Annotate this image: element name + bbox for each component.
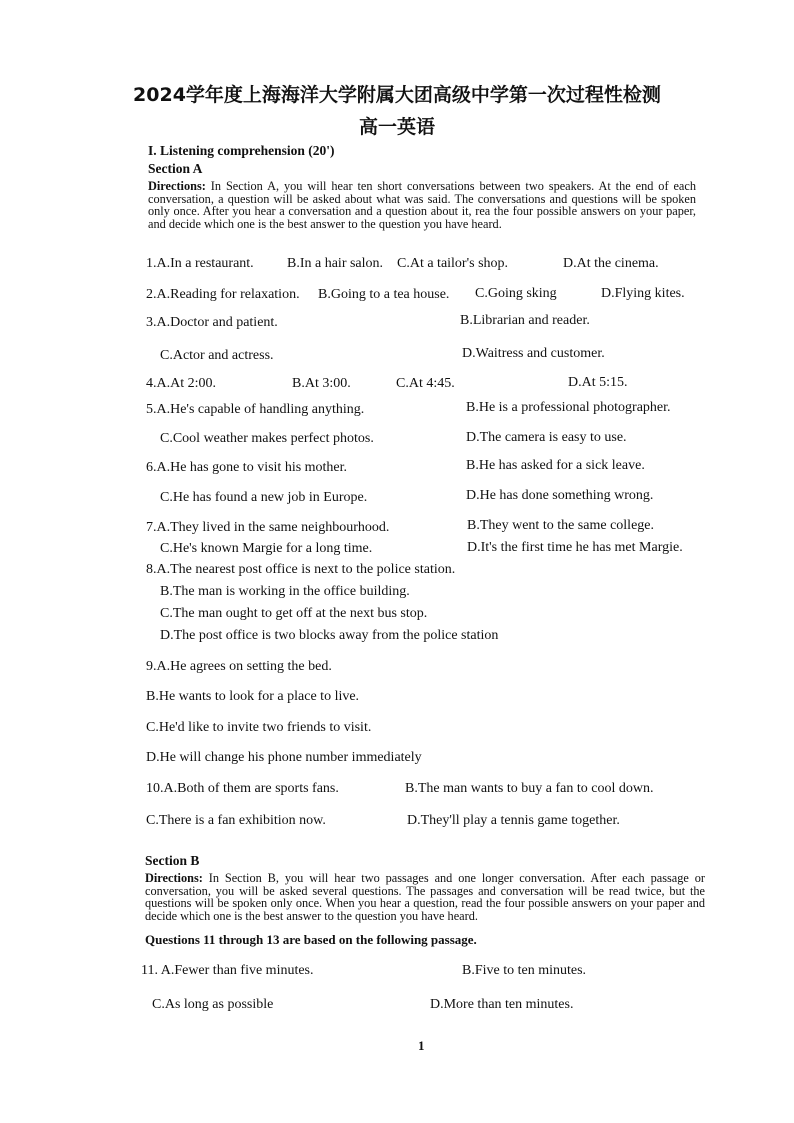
q7-option-b: B.They went to the same college.: [467, 518, 654, 533]
exam-subtitle: 高一英语: [358, 116, 435, 138]
q11-option-d: D.More than ten minutes.: [430, 997, 574, 1012]
q6-option-b: B.He has asked for a sick leave.: [466, 458, 645, 473]
q9-option-b: B.He wants to look for a place to live.: [146, 689, 360, 704]
q9-option-c: C.He'd like to invite two friends to visit.: [146, 720, 372, 735]
q2-option-a: 2.A.Reading for relaxation.: [146, 287, 300, 302]
directions-text: In Section B, you will hear two passages and one longer conversation. After each passage or conversation, you will be asked several questions. The passages and conversation will be read twice, but the questions will be spoken only once. When you hear a question, read the four possible answers on your paper and decide which one is the best answer to the question you have heard.: [145, 871, 705, 923]
q11-option-c: C.As long as possible: [152, 997, 274, 1012]
q5-option-c: C.Cool weather makes perfect photos.: [160, 431, 374, 446]
q8-option-b: B.The man is working in the office building.: [160, 584, 410, 599]
q10-option-a: 10.A.Both of them are sports fans.: [146, 781, 339, 796]
q7-option-a: 7.A.They lived in the same neighbourhood.: [146, 520, 390, 535]
q7-option-c: C.He's known Margie for a long time.: [160, 541, 373, 556]
q10-option-c: C.There is a fan exhibition now.: [146, 813, 326, 828]
q4-option-d: D.At 5:15.: [568, 375, 628, 390]
q4-option-a: 4.A.At 2:00.: [146, 376, 216, 391]
q9-option-d: D.He will change his phone number immediately: [146, 750, 422, 765]
q8-option-a: 8.A.The nearest post office is next to the police station.: [146, 562, 456, 577]
q5-option-b: B.He is a professional photographer.: [466, 400, 671, 415]
passage-note: Questions 11 through 13 are based on the following passage.: [145, 932, 477, 947]
q9-option-a: 9.A.He agrees on setting the bed.: [146, 659, 332, 674]
directions-text: In Section A, you will hear ten short conversations between two speakers. At the end of each conversation, a question will be asked about what was said. The conversations and questions will be spoken only once. After you hear a conversation and a question about it, rea the four possible answers on your paper, and decide which one is the best answer to the question you have heard.: [148, 179, 696, 231]
q4-option-b: B.At 3:00.: [292, 376, 351, 391]
section-a-label: Section A: [148, 161, 203, 176]
section-b-directions: [145, 872, 705, 922]
part-heading: I. Listening comprehension (20'): [148, 143, 335, 158]
q5-option-a: 5.A.He's capable of handling anything.: [146, 402, 365, 417]
q5-option-d: D.The camera is easy to use.: [466, 430, 627, 445]
q2-option-b: B.Going to a tea house.: [318, 287, 450, 302]
q7-option-d: D.It's the first time he has met Margie.: [467, 540, 683, 555]
q10-option-d: D.They'll play a tennis game together.: [407, 813, 620, 828]
q10-option-b: B.The man wants to buy a fan to cool down.: [405, 781, 654, 796]
q4-option-c: C.At 4:45.: [396, 376, 455, 391]
q1-option-b: B.In a hair salon.: [287, 256, 384, 271]
q11-option-b: B.Five to ten minutes.: [462, 963, 587, 978]
section-b-label: Section B: [145, 853, 200, 868]
q8-option-c: C.The man ought to get off at the next bus stop.: [160, 606, 428, 621]
q2-option-c: C.Going sking: [475, 286, 557, 301]
q3-option-b: B.Librarian and reader.: [460, 313, 590, 328]
q3-option-d: D.Waitress and customer.: [462, 346, 605, 361]
q6-option-c: C.He has found a new job in Europe.: [160, 490, 368, 505]
section-a-directions: [148, 180, 696, 230]
q6-option-d: D.He has done something wrong.: [466, 488, 654, 503]
q2-option-d: D.Flying kites.: [601, 286, 685, 301]
q1-option-a: 1.A.In a restaurant.: [146, 256, 254, 271]
q6-option-a: 6.A.He has gone to visit his mother.: [146, 460, 348, 475]
q3-option-a: 3.A.Doctor and patient.: [146, 315, 278, 330]
q11-option-a: 11. A.Fewer than five minutes.: [141, 963, 314, 978]
q8-option-d: D.The post office is two blocks away from the police station: [160, 628, 499, 643]
q3-option-c: C.Actor and actress.: [160, 348, 274, 363]
q1-option-c: C.At a tailor's shop.: [397, 256, 509, 271]
page-number: 1: [418, 1038, 425, 1053]
directions-label: Directions:: [148, 179, 206, 193]
q1-option-d: D.At the cinema.: [563, 256, 659, 271]
directions-label: Directions:: [145, 871, 203, 885]
exam-title: 2024学年度上海海洋大学附属大团高级中学第一次过程性检测: [133, 84, 661, 106]
